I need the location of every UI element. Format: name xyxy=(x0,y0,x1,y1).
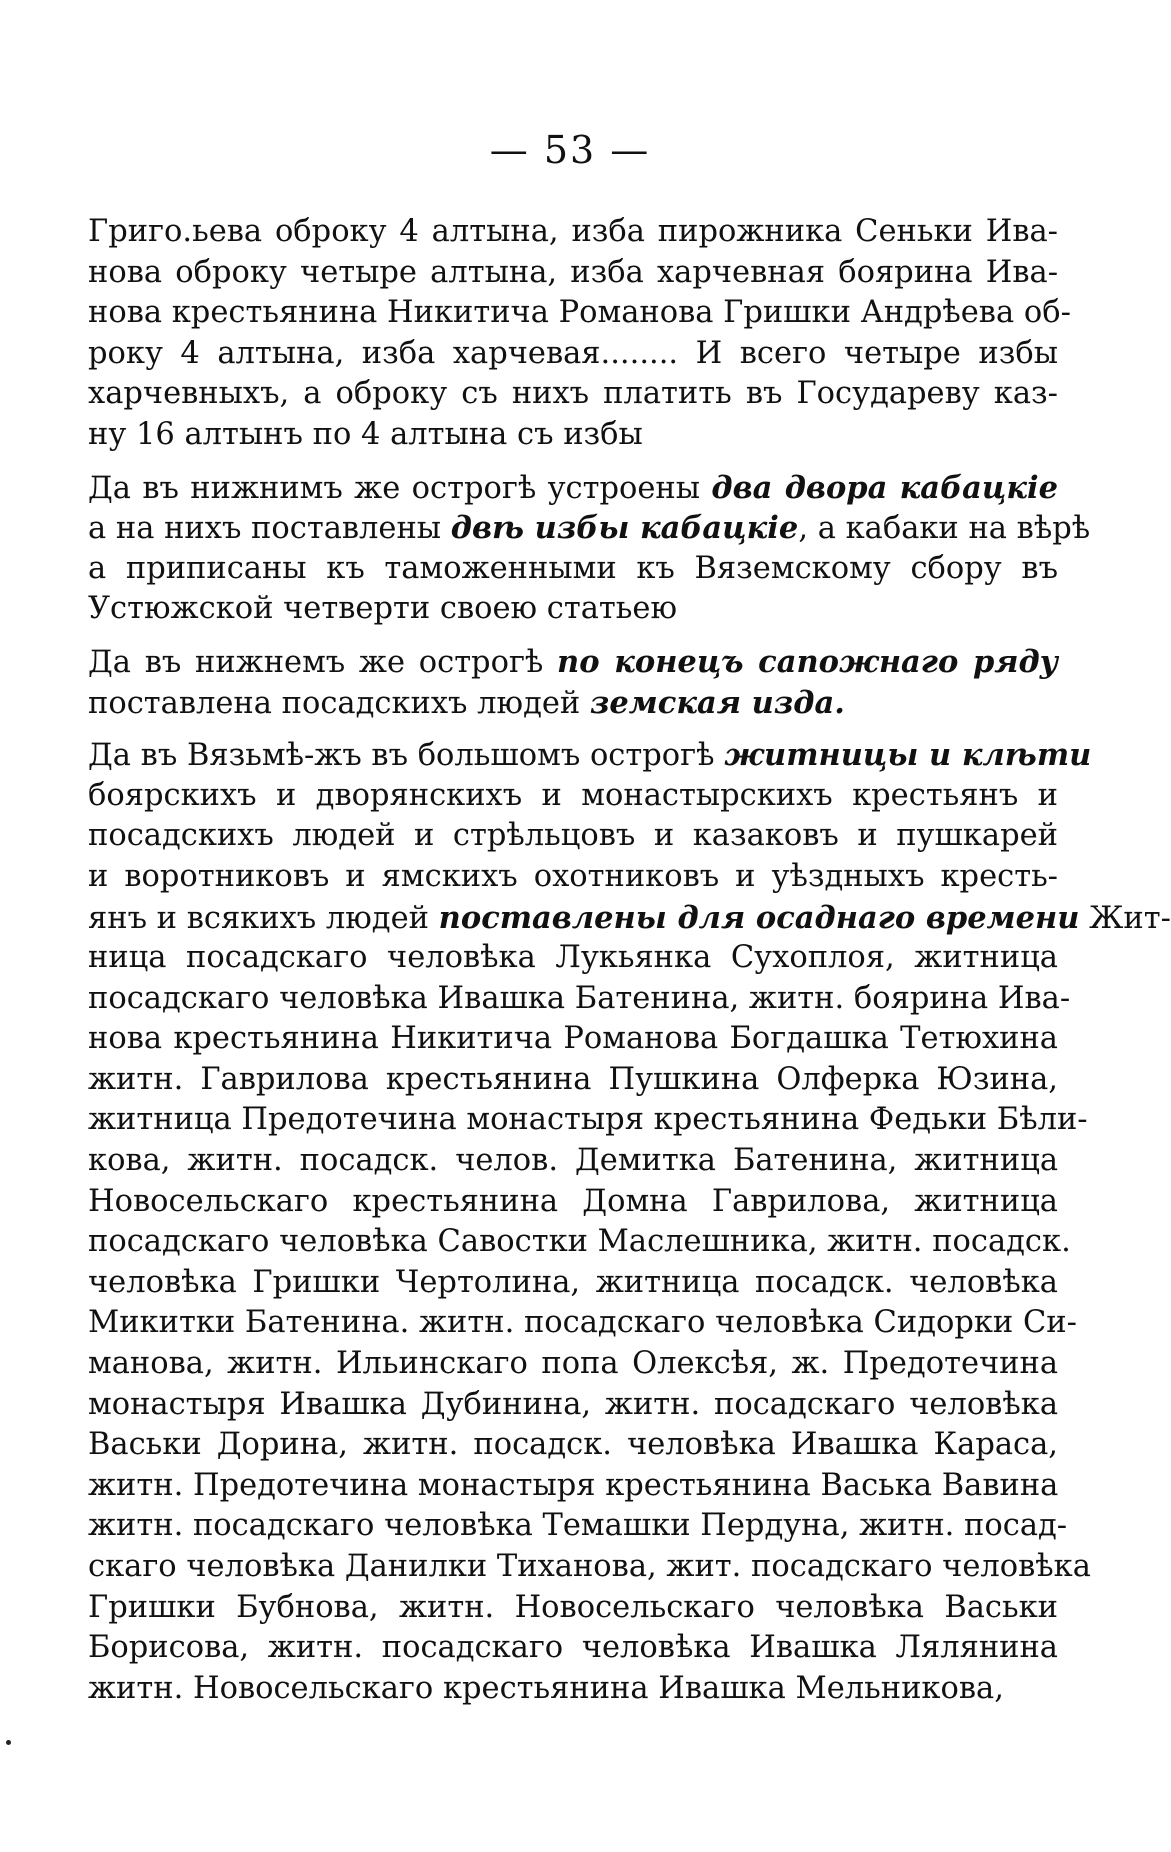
text-run: и воротниковъ и ямскихъ охотниковъ и уѣздныхъ кресть- xyxy=(88,858,1058,894)
text-run: Васьки Дорина, житн. посадск. человѣка Ивашка Караса, xyxy=(88,1427,1058,1463)
text-run: поставлена посадскихъ людей xyxy=(88,685,590,721)
scan-speck xyxy=(6,1740,11,1745)
paragraph-gap xyxy=(88,630,1058,642)
text-line xyxy=(88,1385,1058,1426)
text-line xyxy=(88,816,1058,857)
text-run: нова оброку четыре алтына, изба харчевная боярина Ива- xyxy=(88,254,1058,290)
text-run: янъ и всякихъ людей xyxy=(88,900,439,936)
text-line xyxy=(88,1466,1058,1507)
text-run: кова, житн. посадск. челов. Демитка Батенина, житница xyxy=(88,1143,1058,1179)
text-line xyxy=(88,938,1058,979)
text-line xyxy=(88,589,1058,630)
text-line xyxy=(88,1222,1071,1263)
text-run: человѣка Гришки Чертолина, житница посадск. человѣка xyxy=(88,1264,1058,1300)
text-line xyxy=(88,1303,1077,1344)
text-line xyxy=(88,253,1058,294)
text-line xyxy=(88,212,1058,253)
text-line xyxy=(88,415,1058,456)
text-run: Григо.ьева оброку 4 алтына, изба пирожника Сеньки Ива- xyxy=(88,214,1058,249)
paragraph xyxy=(88,212,1071,456)
text-run: посадскаго человѣка Савостки Маслешника, житн. посадск. xyxy=(88,1224,1071,1260)
text-run: , а кабаки на вѣрѣ xyxy=(798,511,1091,547)
italic-phrase: по конецъ сапожнаго ряду xyxy=(557,643,1058,680)
text-line xyxy=(88,549,1058,590)
text-run: житн. Гаврилова крестьянина Пушкина Олферка Юзина, xyxy=(88,1061,1058,1097)
text-line xyxy=(88,1425,1058,1466)
text-run: харчевныхъ, а оброку съ нихъ платить въ Государеву каз- xyxy=(88,376,1058,412)
text-run: Новосельскаго крестьянина Домна Гаврилова, житница xyxy=(88,1183,1058,1219)
text-run: нова крестьянина Никитича Романова Гришки Андрѣева об- xyxy=(88,295,1071,331)
text-run: ница посадскаго человѣка Лукьянка Сухоплоя, житница xyxy=(88,940,1058,976)
text-run: посадскаго человѣка Ивашка Батенина, житн. боярина Ива- xyxy=(88,980,1071,1016)
text-run: Да въ нижнемъ же острогѣ xyxy=(88,644,558,680)
text-line xyxy=(88,683,1058,724)
text-line xyxy=(88,1628,1058,1669)
text-line xyxy=(88,1100,1088,1141)
text-line xyxy=(88,776,1058,817)
text-line xyxy=(88,293,1071,334)
text-run: Да въ Вязьмѣ-жъ въ большомъ острогѣ xyxy=(88,738,725,774)
page-number: — 53 — xyxy=(489,128,651,172)
text-line xyxy=(88,1669,1058,1710)
italic-phrase: житницы и клѣти xyxy=(724,737,1092,774)
text-run: манова, житн. Ильинскаго попа Олексѣя, ж. Предотечина xyxy=(88,1346,1058,1382)
text-line xyxy=(88,1060,1058,1101)
body-text xyxy=(88,212,1171,1709)
text-line xyxy=(88,1588,1058,1629)
text-run: Борисова, житн. посадскаго человѣка Ивашка Лялянина xyxy=(88,1630,1058,1666)
italic-phrase: земская изда. xyxy=(589,684,845,721)
text-line xyxy=(88,468,1058,509)
italic-phrase: два двора кабацкіе xyxy=(711,469,1058,506)
text-run: а на нихъ поставлены xyxy=(88,511,451,547)
paragraph xyxy=(88,735,1171,1709)
text-line xyxy=(88,1263,1058,1304)
text-line xyxy=(88,642,1058,683)
paragraph-gap xyxy=(88,456,1058,468)
text-run: житница Предотечина монастыря крестьянина Федьки Бѣли- xyxy=(88,1102,1088,1138)
text-run: посадскихъ людей и стрѣльцовъ и казаковъ и пушкарей xyxy=(88,818,1058,854)
text-run: житн. Новосельскаго крестьянина Ивашка Мельникова, xyxy=(88,1670,1004,1706)
text-line xyxy=(88,374,1058,415)
text-line xyxy=(88,1141,1058,1182)
text-line xyxy=(88,1019,1058,1060)
text-line xyxy=(88,1344,1058,1385)
text-run: ну 16 алтынъ по 4 алтына съ избы xyxy=(88,416,643,452)
text-run: Жит- xyxy=(1079,900,1171,936)
text-run: року 4 алтына, изба харчевая........ И всего четыре избы xyxy=(88,335,1058,371)
text-line xyxy=(88,334,1058,375)
italic-phrase: двѣ избы кабацкіе xyxy=(450,510,799,547)
text-line xyxy=(88,508,1091,549)
text-line xyxy=(88,1182,1058,1223)
text-line xyxy=(88,979,1071,1020)
text-run: монастыря Ивашка Дубинина, житн. посадскаго человѣка xyxy=(88,1386,1058,1422)
text-run: боярскихъ и дворянскихъ и монастырскихъ крестьянъ и xyxy=(88,777,1058,813)
paragraph xyxy=(88,468,1091,630)
text-run: а приписаны къ таможенными къ Вяземскому сбору въ xyxy=(88,550,1058,586)
text-run: нова крестьянина Никитича Романова Богдашка Тетюхина xyxy=(88,1021,1058,1057)
text-line xyxy=(88,735,1092,776)
paragraph-gap xyxy=(88,723,1058,735)
text-line xyxy=(88,1506,1068,1547)
paragraph xyxy=(88,642,1058,723)
text-run: Устюжской четверти своею статьею xyxy=(88,591,678,627)
text-run: Да въ нижнимъ же острогѣ устроены xyxy=(88,470,712,506)
text-run: скаго человѣка Данилки Тиханова, жит. посадскаго человѣка xyxy=(88,1549,1091,1584)
text-run: житн. Предотечина монастыря крестьянина Васька Вавина xyxy=(88,1467,1059,1503)
text-run: Гришки Бубнова, житн. Новосельскаго человѣка Васьки xyxy=(88,1589,1058,1625)
text-line xyxy=(88,857,1058,898)
text-line xyxy=(88,898,1171,939)
text-run: житн. посадскаго человѣка Темашки Пердуна, житн. посад- xyxy=(88,1508,1068,1544)
text-line xyxy=(88,1547,1091,1588)
italic-phrase: поставлены для осаднаго времени xyxy=(438,899,1080,936)
text-run: Микитки Батенина. житн. посадскаго человѣка Сидорки Си- xyxy=(88,1305,1077,1341)
